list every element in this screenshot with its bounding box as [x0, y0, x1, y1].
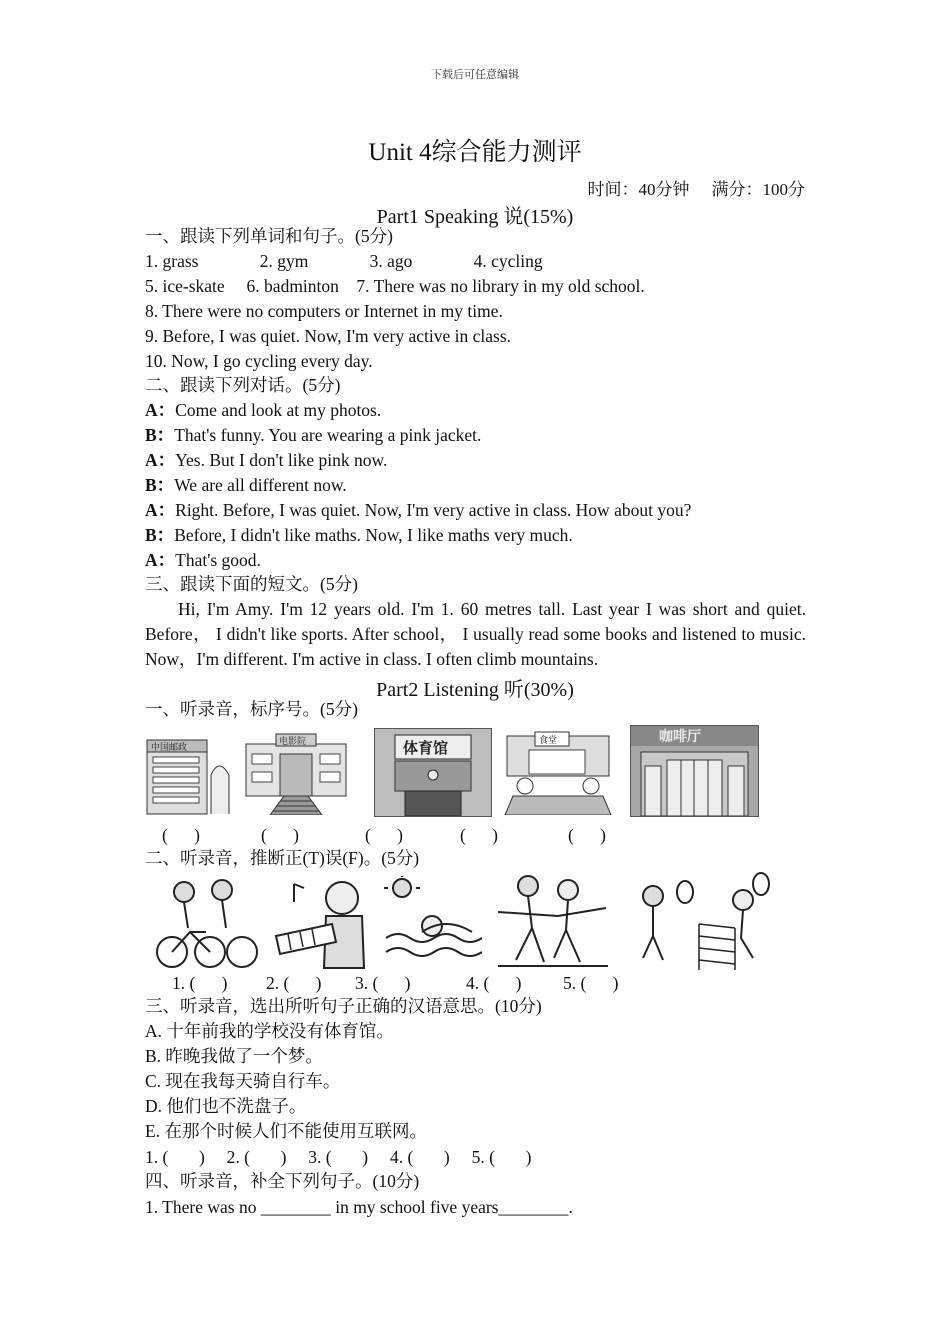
option-line: D. 他们也不洗盘子。 [145, 1096, 307, 1116]
speaker-label: A： [145, 450, 176, 470]
answer-blank[interactable]: 5. ( ) [563, 973, 619, 993]
option-line: A. 十年前我的学校没有体育馆。 [145, 1021, 394, 1041]
sign-text: 中国邮政 [151, 742, 188, 752]
section-heading: 四、听录音，补全下列句子。(10分) [145, 1171, 420, 1191]
section-heading: 二、听录音，推断正(T)误(F)。(5分) [145, 848, 420, 868]
answer-blank[interactable]: ( ) [365, 825, 403, 845]
dialogue-line [145, 527, 573, 545]
sign-text: 咖啡厅 [659, 730, 701, 745]
dialogue-line [145, 452, 387, 470]
exam-meta [588, 175, 806, 200]
dialogue-text: We are all different now. [174, 475, 347, 495]
time-limit: 时间：40分钟 [587, 180, 690, 199]
option-line: E. 在那个时候人们不能使用互联网。 [145, 1121, 427, 1141]
full-score: 满分：100分 [711, 180, 805, 199]
page-title: Unit 4综合能力测评 [368, 139, 582, 166]
answer-blank[interactable]: ( ) [261, 825, 299, 845]
post-office-picture [145, 735, 231, 815]
dialogue-text: That's funny. You are wearing a pink jacket. [174, 425, 482, 445]
speaker-label: A： [145, 550, 176, 570]
sentence-line: 10. Now, I go cycling every day. [145, 351, 373, 371]
sentence-line: 8. There were no computers or Internet in my time. [145, 301, 503, 321]
speaker-label: A： [145, 500, 176, 520]
piano-picture [272, 876, 374, 970]
badminton-picture [623, 872, 775, 970]
dialogue-line [145, 502, 691, 520]
dialogue-line [145, 552, 261, 570]
answer-blank[interactable]: 3. ( ) [355, 973, 411, 993]
word-line: 1. grass 2. gym 3. ago 4. cycling [145, 251, 543, 271]
gym-picture [374, 728, 492, 817]
cycling-picture [150, 876, 262, 970]
sign-text: 电影院 [279, 736, 307, 746]
cafe-picture [630, 725, 759, 817]
dialogue-line [145, 402, 381, 420]
fill-in-sentence[interactable]: 1. There was no ________ in my school five years________. [145, 1197, 573, 1217]
part2-heading: Part2 Listening 听(30%) [376, 679, 574, 701]
dialogue-line [145, 427, 481, 445]
section-heading: 二、跟读下列对话。(5分) [145, 375, 341, 395]
canteen-picture [499, 728, 617, 815]
option-line: C. 现在我每天骑自行车。 [145, 1071, 341, 1091]
sentence-line: 9. Before, I was quiet. Now, I'm very active in class. [145, 326, 512, 346]
section-heading: 一、跟读下列单词和句子。(5分) [145, 226, 393, 246]
sign-text: 食堂 [539, 735, 558, 745]
dialogue-text: Right. Before, I was quiet. Now, I'm very active in class. How about you? [175, 500, 692, 520]
dialogue-text: That's good. [175, 550, 261, 570]
answer-blank[interactable]: 1. ( ) [172, 973, 228, 993]
answer-blank[interactable]: ( ) [568, 825, 606, 845]
answer-blank[interactable]: ( ) [460, 825, 498, 845]
option-line: B. 昨晚我做了一个梦。 [145, 1046, 323, 1066]
part1-heading: Part1 Speaking 说(15%) [376, 206, 574, 228]
speaker-label: B： [145, 475, 175, 495]
dialogue-text: Before, I didn't like maths. Now, I like maths very much. [174, 525, 573, 545]
section-heading: 三、跟读下面的短文。(5分) [145, 574, 358, 594]
speaker-label: B： [145, 525, 175, 545]
cinema-picture [240, 732, 352, 815]
swimming-picture [382, 876, 482, 970]
dialogue-text: Yes. But I don't like pink now. [175, 450, 388, 470]
dialogue-line [145, 477, 347, 495]
ice-skating-picture [488, 872, 616, 970]
reading-passage: Hi, I'm Amy. I'm 12 years old. I'm 1. 60 metres tall. Last year I was short and quiet. Before， I didn't like sports. After school， I usually read some books and listened to music. Now，I'm different. I'm active in class. I often climb mountains. [145, 599, 806, 669]
sign-text: 体育馆 [403, 741, 449, 757]
answer-blank[interactable]: ( ) [162, 825, 200, 845]
word-line: 5. ice-skate 6. badminton 7. There was no library in my old school. [145, 276, 645, 296]
page-header-note: 下载后可任意编辑 [431, 69, 519, 81]
answer-blank[interactable]: 2. ( ) [266, 973, 322, 993]
dialogue-text: Come and look at my photos. [175, 400, 382, 420]
answer-blanks-row[interactable]: 1. ( ) 2. ( ) 3. ( ) 4. ( ) 5. ( ) [145, 1147, 532, 1167]
answer-blank[interactable]: 4. ( ) [466, 973, 522, 993]
section-heading: 一、听录音，标序号。(5分) [145, 699, 358, 719]
section-heading: 三、听录音，选出所听句子正确的汉语意思。(10分) [145, 996, 542, 1016]
speaker-label: A： [145, 400, 176, 420]
speaker-label: B： [145, 425, 175, 445]
